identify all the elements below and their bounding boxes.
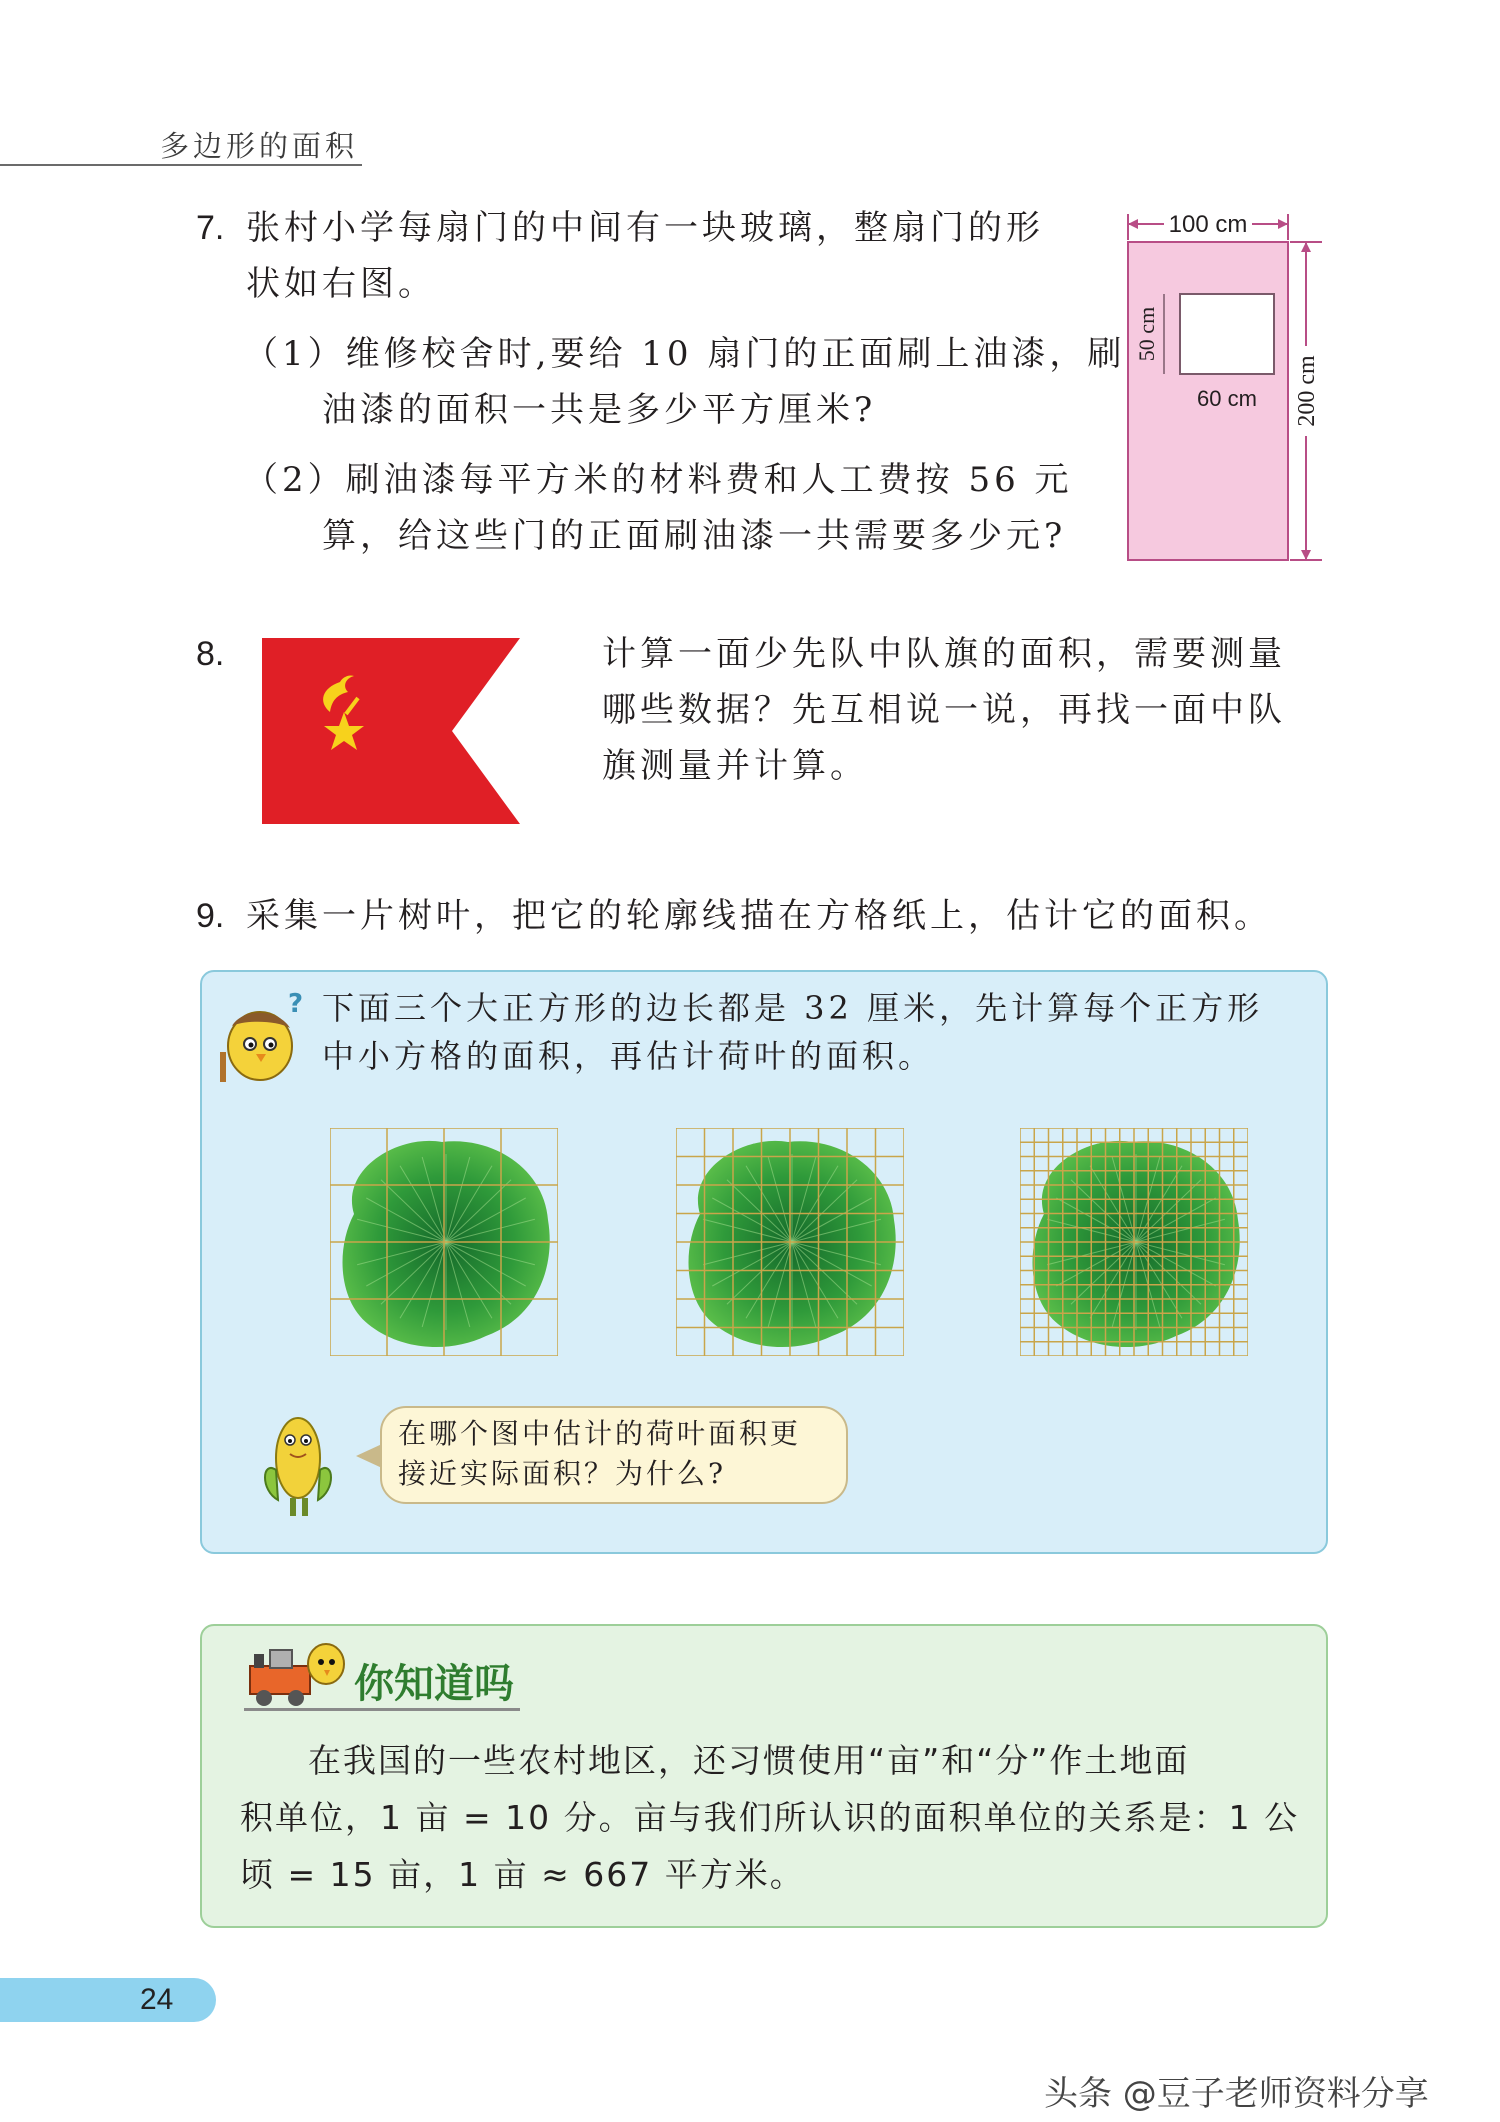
q8-line2: 哪些数据？先互相说一说，再找一面中队 (602, 690, 1286, 730)
header-divider (0, 164, 362, 166)
corn-character-illustration (248, 1400, 348, 1522)
thinking-chick-illustration (214, 990, 306, 1086)
did-you-know-underline (244, 1708, 520, 1711)
q9-number: 9. (196, 897, 225, 935)
know-line2: 积单位，1 亩 = 10 分。亩与我们所认识的面积单位的关系是：1 公 (240, 1798, 1300, 1837)
watermark: 头条 @豆子老师资料分享 (1044, 2074, 1429, 2114)
lotus-grid-coarse (330, 1128, 558, 1356)
know-line3: 顷 = 15 亩，1 亩 ≈ 667 平方米。 (240, 1855, 805, 1894)
flag-svg (262, 638, 520, 824)
did-you-know-text (240, 1732, 1300, 1903)
door-svg (1112, 210, 1342, 570)
door-height-label: 200 cm (1294, 355, 1320, 427)
page-number: 24 (140, 1983, 174, 2016)
lotus-grid-fine (1020, 1128, 1248, 1356)
lotus-leaf-grid-16 (1020, 1128, 1248, 1356)
q7-line2: 状如右图。 (246, 264, 436, 304)
q7-sub2-line1: （2）刷油漆每平方米的材料费和人工费按 56 元 (244, 460, 1073, 500)
glass-height-label: 50 cm (1134, 306, 1159, 362)
q9-text: 采集一片树叶，把它的轮廓线描在方格纸上，估计它的面积。 (246, 896, 1272, 936)
section-title: 多边形的面积 (160, 129, 359, 163)
svg-text:?: ? (288, 990, 304, 1019)
glass-width-label: 60 cm (1197, 386, 1257, 411)
q7-number: 7. (196, 209, 225, 247)
panel-intro (322, 984, 1302, 1080)
q7-line1: 张村小学每扇门的中间有一块玻璃，整扇门的形 (246, 208, 1044, 248)
page-number-tab (0, 1978, 216, 2022)
glass-pane (1180, 294, 1274, 374)
lotus-leaf-grid-4 (330, 1128, 558, 1356)
know-line1: 在我国的一些农村地区，还习惯使用“亩”和“分”作土地面 (308, 1741, 1190, 1780)
q8-number: 8. (196, 635, 225, 673)
panel-intro-line1: 下面三个大正方形的边长都是 32 厘米，先计算每个正方形 (322, 989, 1264, 1027)
q8-line1: 计算一面少先队中队旗的面积，需要测量 (602, 634, 1286, 674)
train-chick-icon (240, 1636, 352, 1708)
q8-line3: 旗测量并计算。 (602, 746, 868, 786)
lotus-leaf-grid-8 (676, 1128, 904, 1356)
door-diagram (1112, 210, 1342, 570)
q7-sub1-line2: 油漆的面积一共是多少平方厘米? (322, 390, 877, 430)
bubble-line2: 接近实际面积？为什么? (398, 1457, 727, 1490)
bubble-text (398, 1414, 801, 1494)
did-you-know-title: 你知道吗 (354, 1661, 514, 1707)
bubble-line1: 在哪个图中估计的荷叶面积更 (398, 1417, 802, 1450)
door-width-label: 100 cm (1168, 211, 1248, 238)
panel-intro-line2: 中小方格的面积，再估计荷叶的面积。 (322, 1037, 935, 1075)
q7-sub1-line1: （1）维修校舍时,要给 10 扇门的正面刷上油漆，刷 (244, 334, 1126, 374)
squadron-flag-image (262, 638, 520, 824)
q7-sub2-line2: 算，给这些门的正面刷油漆一共需要多少元? (322, 516, 1067, 556)
flag-body (262, 638, 520, 824)
lotus-grid-medium (676, 1128, 904, 1356)
speech-bubble-tail (356, 1444, 382, 1468)
